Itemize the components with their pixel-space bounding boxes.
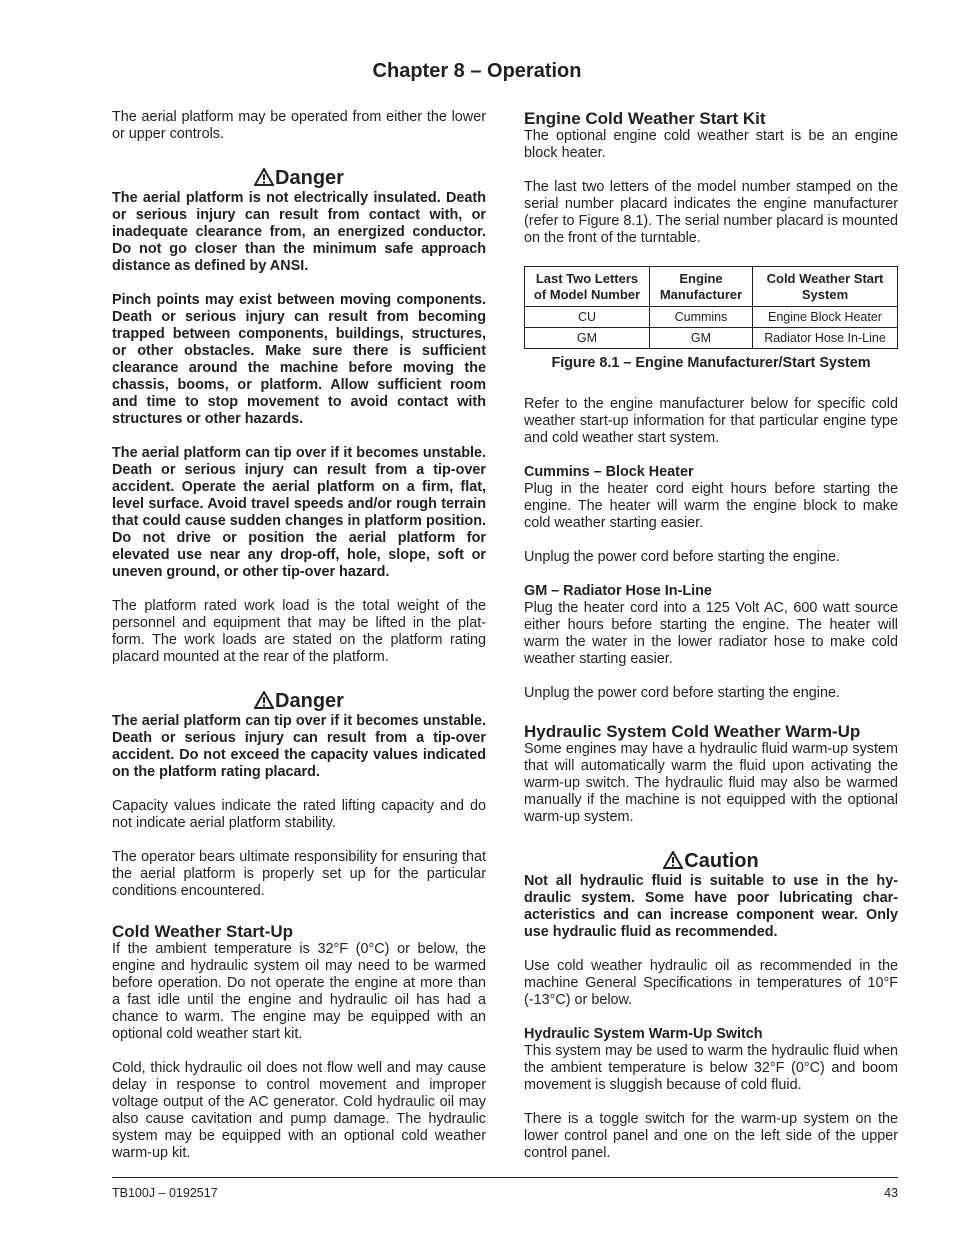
warning-triangle-icon xyxy=(254,691,274,709)
danger-title: Danger xyxy=(275,167,344,189)
caution-text: Not all hydraulic fluid is suitable to use in the hydraulic system. Some have poor lubricating characteristics and can increase component wear. Only use hydraulic fluid as recommended. xyxy=(524,873,898,940)
caution-heading xyxy=(524,850,898,872)
cold-oil-recommendation: Use cold weather hydraulic oil as recommended in the machine General Specifications in temperatures of 10°F (-13°C) or below. xyxy=(524,958,898,1008)
page-number: 43 xyxy=(884,1186,898,1200)
danger-tipover-text: The aerial platform can tip over if it becomes unstable. Death or serious injury can result from a tip-over accident. Operate the aerial platform on a firm, flat, level surface. Avoid travel speeds and/or rough terrain that could cause sudden changes in platform position. Do not drive or position the aerial platform for elevated use near any drop-off, hole, slope, soft or uneven ground, or other tip-over hazard. xyxy=(112,445,486,580)
warning-triangle-icon xyxy=(663,851,683,869)
document-id: TB100J – 0192517 xyxy=(112,1186,218,1200)
table-row xyxy=(525,307,898,328)
chapter-title: Chapter 8 – Operation xyxy=(372,60,582,82)
table-cell: Engine Block Heater xyxy=(753,307,898,328)
danger-pinch-text: Pinch points may exist between moving components. Death or serious injury can result from becoming trapped between components, buildings, structures, or other obstacles. Make sure there is sufficient clearance around the machine before moving the chassis, booms, or platform. Allow sufficient room and time to stop movement to avoid contact with structures or other hazards. xyxy=(112,292,486,427)
table-cell: Cummins xyxy=(650,307,753,328)
column-header: Cold Weather Start System xyxy=(753,267,898,307)
danger-title: Danger xyxy=(275,690,344,712)
workload-paragraph: The platform rated work load is the total weight of the personnel and equipment that may be lifted in the platform. The work loads are stated on the platform rating placard mounted at the rear of the platform. xyxy=(112,598,486,665)
engine-start-table xyxy=(524,266,898,349)
hydraulic-warmup-paragraph: Some engines may have a hydraulic fluid warm-up system that will automatically warm the fluid upon activating the warm-up switch. The hydraulic fluid may also be warmed manually if the machine is not equipped with the optional warm-up system. xyxy=(524,741,898,825)
gm-heading: GM – Radiator Hose In-Line xyxy=(524,583,712,599)
warmup-switch-paragraph: This system may be used to warm the hydraulic fluid when the ambient temperature is below 32°F (0°C) and boom movement is sluggish because of cold fluid. xyxy=(524,1043,898,1093)
column-header: Engine Manufacturer xyxy=(650,267,753,307)
cold-oil-paragraph: Cold, thick hydraulic oil does not flow well and may cause delay in response to control movement and improper voltage output of the AC generator. Cold hydraulic oil may also cause cavitation and pump damage. The hydraulic system may be equipped with an optional cold weather warm-up kit. xyxy=(112,1060,486,1161)
cummins-heading: Cummins – Block Heater xyxy=(524,464,694,480)
cold-weather-heading: Cold Weather Start-Up xyxy=(112,922,294,941)
table-cell: GM xyxy=(650,328,753,349)
table-row xyxy=(525,328,898,349)
intro-paragraph: The aerial platform may be operated from either the lower or upper controls. xyxy=(112,109,486,142)
danger-heading xyxy=(112,167,486,189)
model-number-paragraph: The last two letters of the model number stamped on the serial number placard indicates the engine manufacturer (refer to Figure 8.1). The serial number placard is mounted on the front of the turntable. xyxy=(524,179,898,246)
danger-capacity-text: The aerial platform can tip over if it becomes unstable. Death or serious injury can result from a tip-over accident. Do not exceed the capacity values indicated on the platform rating placard. xyxy=(112,713,486,780)
table-cell: CU xyxy=(525,307,650,328)
operator-paragraph: The operator bears ultimate responsibility for ensuring that the aerial platform is properly set up for the particular conditions encountered. xyxy=(112,849,486,899)
gm-unplug-paragraph: Unplug the power cord before starting the engine. xyxy=(524,685,840,701)
hydraulic-warmup-heading: Hydraulic System Cold Weather Warm-Up xyxy=(524,722,861,741)
table-header-row xyxy=(525,267,898,307)
refer-paragraph: Refer to the engine manufacturer below for specific cold weather start-up information for that particular engine type and cold weather start system. xyxy=(524,396,898,446)
start-kit-paragraph: The optional engine cold weather start is be an engine block heater. xyxy=(524,128,898,161)
left-column xyxy=(112,109,486,1179)
warning-triangle-icon xyxy=(254,168,274,186)
capacity-paragraph: Capacity values indicate the rated lifting capacity and do not indicate aerial platform stability. xyxy=(112,798,486,831)
column-header: Last Two Letters of Model Number xyxy=(525,267,650,307)
warmup-switch-heading: Hydraulic System Warm-Up Switch xyxy=(524,1026,763,1042)
table-cell: Radiator Hose In-Line xyxy=(753,328,898,349)
cold-weather-paragraph: If the ambient temperature is 32°F (0°C) or below, the engine and hydraulic system oil may need to be warmed before operation. Do not operate the engine at more than a fast idle until the engine and hydraulic oil has had a chance to warm. The engine may be equipped with an optional cold weather start kit. xyxy=(112,941,486,1042)
cummins-unplug-paragraph: Unplug the power cord before starting the engine. xyxy=(524,549,840,565)
danger-heading xyxy=(112,690,486,712)
caution-title: Caution xyxy=(684,850,759,872)
cummins-paragraph: Plug in the heater cord eight hours before starting the engine. The heater will warm the engine block to make cold weather starting easier. xyxy=(524,481,898,531)
table-cell: GM xyxy=(525,328,650,349)
danger-electrical-text: The aerial platform is not electrically insulated. Death or serious injury can result from contact with, or inadequate clearance from, an energized conductor. Do not go closer than the minimum safe approach distance as defined by ANSI. xyxy=(112,190,486,274)
start-kit-heading: Engine Cold Weather Start Kit xyxy=(524,109,766,128)
toggle-switch-paragraph: There is a toggle switch for the warm-up system on the lower control panel and one on the left side of the upper control panel. xyxy=(524,1111,898,1161)
footer-divider xyxy=(112,1177,898,1178)
right-column xyxy=(524,109,898,1179)
gm-paragraph: Plug the heater cord into a 125 Volt AC, 600 watt source either hours before starting the engine. The heater will warm the water in the lower radiator hose to make cold weather starting easier. xyxy=(524,600,898,667)
figure-caption: Figure 8.1 – Engine Manufacturer/Start System xyxy=(551,355,871,371)
